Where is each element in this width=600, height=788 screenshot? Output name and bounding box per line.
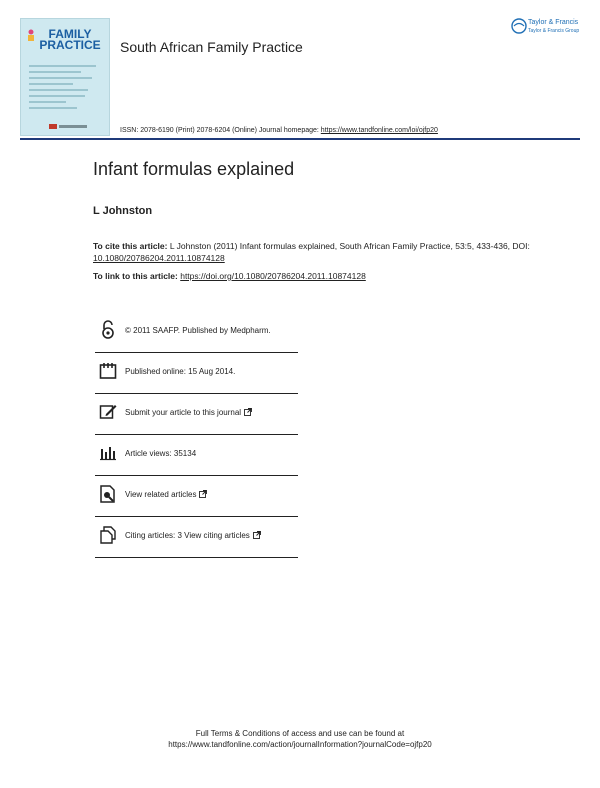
doi-link[interactable]: 10.1080/20786204.2011.10874128 [93, 253, 225, 263]
article-views-row [95, 435, 298, 476]
external-link-icon [199, 490, 207, 498]
related-articles-link[interactable]: View related articles [125, 490, 207, 499]
license-text: © 2011 SAAFP. Published by Medpharm. [125, 326, 271, 335]
article-link-row: To link to this article: https://doi.org/10.1080/20786204.2011.10874128 [93, 271, 366, 281]
citing-copy-icon [99, 525, 117, 545]
license-row [95, 312, 298, 353]
cover-title: FAMILY PRACTICE [39, 27, 101, 52]
citation: To cite this article: L Johnston (2011) Infant formulas explained, South African Family Practice, 53:5, 433-436, DOI: 10.1080/20786204.2011.10874128 [93, 241, 530, 263]
related-articles-row[interactable] [95, 476, 298, 517]
cover-contents [29, 65, 103, 113]
article-info-list [95, 312, 298, 558]
journal-cover [20, 18, 110, 136]
article-views-text: Article views: 35134 [125, 449, 197, 458]
calendar-icon [99, 361, 117, 381]
open-access-lock-icon [99, 320, 117, 340]
footer-terms-text: Full Terms & Conditions of access and use can be found at [195, 729, 405, 738]
journal-name: South African Family Practice [120, 39, 303, 55]
footer-terms-link[interactable]: https://www.tandfonline.com/action/journalInformation?journalCode=ojfp20 [168, 740, 432, 749]
cover-publisher-mark [49, 124, 89, 129]
external-link-icon [244, 408, 252, 416]
published-online-text: Published online: 15 Aug 2014. [125, 367, 236, 376]
footer [0, 728, 600, 750]
publisher-logo-text: Taylor & Francis Taylor & Francis Group [528, 19, 580, 34]
article-doi-url-link[interactable]: https://doi.org/10.1080/20786204.2011.10874128 [180, 271, 366, 281]
submit-article-link[interactable]: Submit your article to this journal [125, 408, 252, 417]
citing-articles-row[interactable] [95, 517, 298, 558]
external-link-icon [253, 531, 261, 539]
journal-homepage-link[interactable]: https://www.tandfonline.com/loi/ojfp20 [320, 127, 438, 134]
search-document-icon [99, 484, 117, 504]
header-divider [20, 138, 580, 140]
article-author: L Johnston [93, 205, 153, 217]
bar-chart-icon [99, 443, 117, 463]
issn-line: ISSN: 2078-6190 (Print) 2078-6204 (Online) Journal homepage: https://www.tandfonline.com/loi/ojfp20 [120, 127, 438, 134]
citing-articles-link[interactable]: Citing articles: 3 View citing articles [125, 531, 261, 540]
published-online-row [95, 353, 298, 394]
edit-icon [99, 402, 117, 422]
article-title: Infant formulas explained [93, 159, 295, 179]
submit-article-row[interactable] [95, 394, 298, 435]
